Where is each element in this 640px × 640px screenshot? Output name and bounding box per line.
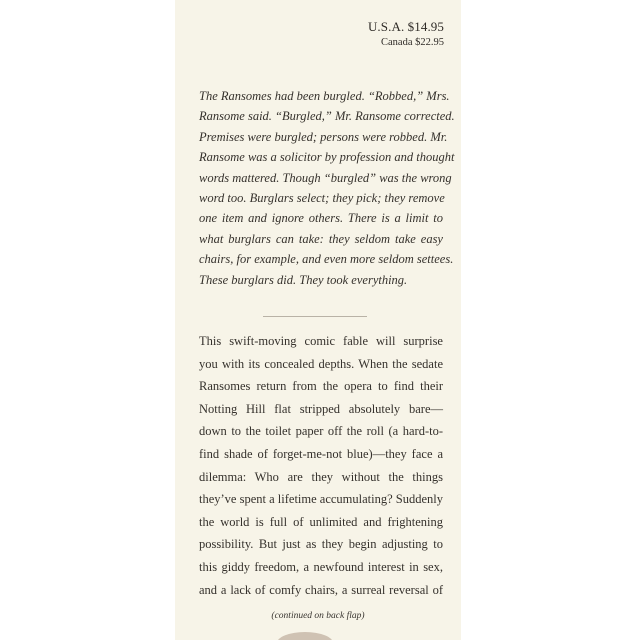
excerpt-line: one item and ignore others. There is a limit to <box>199 211 443 226</box>
excerpt-line: word too. Burglars select; they pick; they remove <box>199 191 445 206</box>
price-canada: Canada $22.95 <box>381 37 444 48</box>
excerpt-line: Premises were burgled; persons were robbed. Mr. <box>199 129 448 144</box>
book-description <box>199 330 443 601</box>
section-divider <box>263 316 367 317</box>
description-line: Notting Hill flat stripped absolutely bare— <box>199 401 443 416</box>
description-line: this giddy freedom, a newfound interest in sex, <box>199 559 443 574</box>
description-line: they’ve spent a lifetime accumulating? Suddenly <box>199 492 444 507</box>
description-line: find shade of forget-me-not blue)—they face a <box>199 446 443 461</box>
excerpt-line: words mattered. Though “burgled” was the wrong <box>199 170 452 185</box>
continued-note: (continued on back flap) <box>271 611 365 621</box>
book-excerpt <box>199 86 455 290</box>
price-usa: U.S.A. $14.95 <box>367 19 444 34</box>
jacket-flap <box>175 0 461 640</box>
excerpt-line: Ransome was a solicitor by profession and thought <box>199 150 455 165</box>
excerpt-line: what burglars can take: they seldom take easy <box>199 231 443 246</box>
excerpt-line: These burglars did. They took everything. <box>199 272 408 287</box>
description-line: you with its concealed depths. When the sedate <box>199 356 443 371</box>
excerpt-line: Ransome said. “Burgled,” Mr. Ransome corrected. <box>199 109 455 124</box>
description-line: This swift-moving comic fable will surprise <box>199 334 443 348</box>
description-line: possibility. But just as they begin adjusting to <box>199 537 443 552</box>
excerpt-line: chairs, for example, and even more seldom settees. <box>199 252 454 267</box>
description-line: the world is full of unlimited and frightening <box>199 514 443 529</box>
bottom-edge-shadow <box>277 632 333 640</box>
description-line: dilemma: Who are they without the things <box>199 469 443 484</box>
description-line: down to the toilet paper off the roll (a hard-to- <box>199 424 443 439</box>
description-line: and a lack of comfy chairs, a surreal reversal of <box>199 582 443 597</box>
excerpt-line: The Ransomes had been burgled. “Robbed,” Mrs. <box>199 89 450 103</box>
description-line: Ransomes return from the opera to find their <box>199 379 443 394</box>
